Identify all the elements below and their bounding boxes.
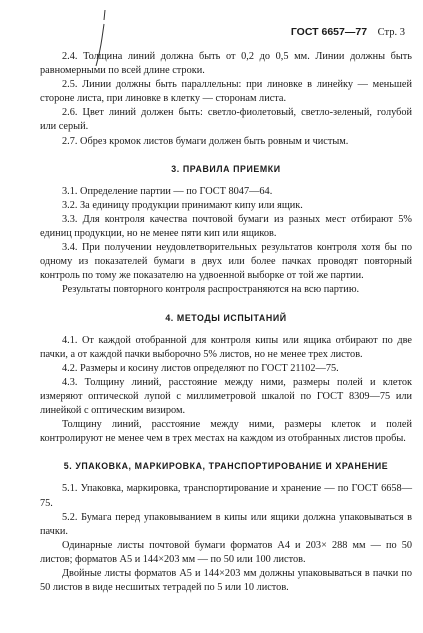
paragraph-5-1: 5.1. Упаковка, маркировка, транспортирование и хранение — по ГОСТ 6658—75. (40, 483, 412, 509)
page-header (291, 26, 405, 38)
paragraph-4-2: 4.2. Размеры и косину листов определяют по ГОСТ 21102—75. (62, 362, 339, 374)
section-4-heading: 4. МЕТОДЫ ИСПЫТАНИЙ (165, 312, 287, 323)
paragraph-3-3: 3.3. Для контроля качества почтовой бумаги из разных мест отбирают 5% единиц продукции, но не менее пяти кип или ящиков. (40, 213, 412, 240)
paragraph-3-1: 3.1. Определение партии — по ГОСТ 8047—64. (62, 185, 273, 197)
page-number: Стр. 3 (377, 27, 405, 38)
paragraph-5-2: 5.2. Бумага перед упаковыванием в кипы или ящики должна упаковываться в пачки. (40, 511, 412, 537)
section-5-heading: 5. УПАКОВКА, МАРКИРОВКА, ТРАНСПОРТИРОВАНИЕ И ХРАНЕНИЕ (63, 461, 389, 472)
paragraph-4-4: Толщину линий, расстояние между ними, размеры клеток и полей контролируют не менее чем в трех местах на каждом из отобранных листов пробы. (40, 419, 412, 445)
paragraph-2-6: 2.6. Цвет линий должен быть: светло-фиолетовый, светло-зеленый, голубой или серый. (40, 107, 412, 133)
section-3-heading: 3. ПРАВИЛА ПРИЕМКИ (171, 163, 281, 174)
paragraph-5-4: Двойные листы форматов А5 и 144×203 мм должны упаковываться в пачки по 50 листов в виде несшитых тетрадей по 5 или 10 листов. (40, 568, 412, 594)
paragraph-5-3: Одинарные листы почтовой бумаги форматов А4 и 203× 288 мм — по 50 листов; форматов А5 и 144×203 мм — по 50 или 100 листов. (40, 539, 412, 565)
paragraph-2-5: 2.5. Линии должны быть параллельны: при линовке в линейку — меньшей стороне листа, при линовке в клетку — сторонам листа. (40, 79, 412, 105)
paragraph-3-4: 3.4. При получении неудовлетворительных результатов контроля хотя бы по одному из показателей бумаги в двух или более пачках проводят повторный контроль по тому же показателю на удвоенной выборке от той же партии. (40, 242, 412, 282)
standard-number: ГОСТ 6657—77 (290, 26, 368, 38)
paragraph-4-1: 4.1. От каждой отобранной для контроля кипы или ящика отбирают по две пачки, а от каждой пачки выборочно 5% листов, но не менее трех листов. (40, 334, 412, 360)
paragraph-4-3: 4.3. Толщину линий, расстояние между ними, размеры полей и клеток измеряют оптической лупой с миллиметровой шкалой по ГОСТ 8309—75 или линейкой с оптическим визиром. (40, 376, 412, 417)
document-body (40, 50, 412, 595)
paragraph-3-2: 3.2. За единицу продукции принимают кипу или ящик. (62, 199, 303, 211)
paragraph-2-4: 2.4. Толщина линий должна быть от 0,2 до 0,5 мм. Линии должны быть равномерными по всей длине строки. (40, 51, 412, 77)
paragraph-2-7: 2.7. Обрез кромок листов бумаги должен быть ровным и чистым. (62, 135, 349, 147)
paragraph-3-5: Результаты повторного контроля распространяются на всю партию. (62, 284, 360, 296)
